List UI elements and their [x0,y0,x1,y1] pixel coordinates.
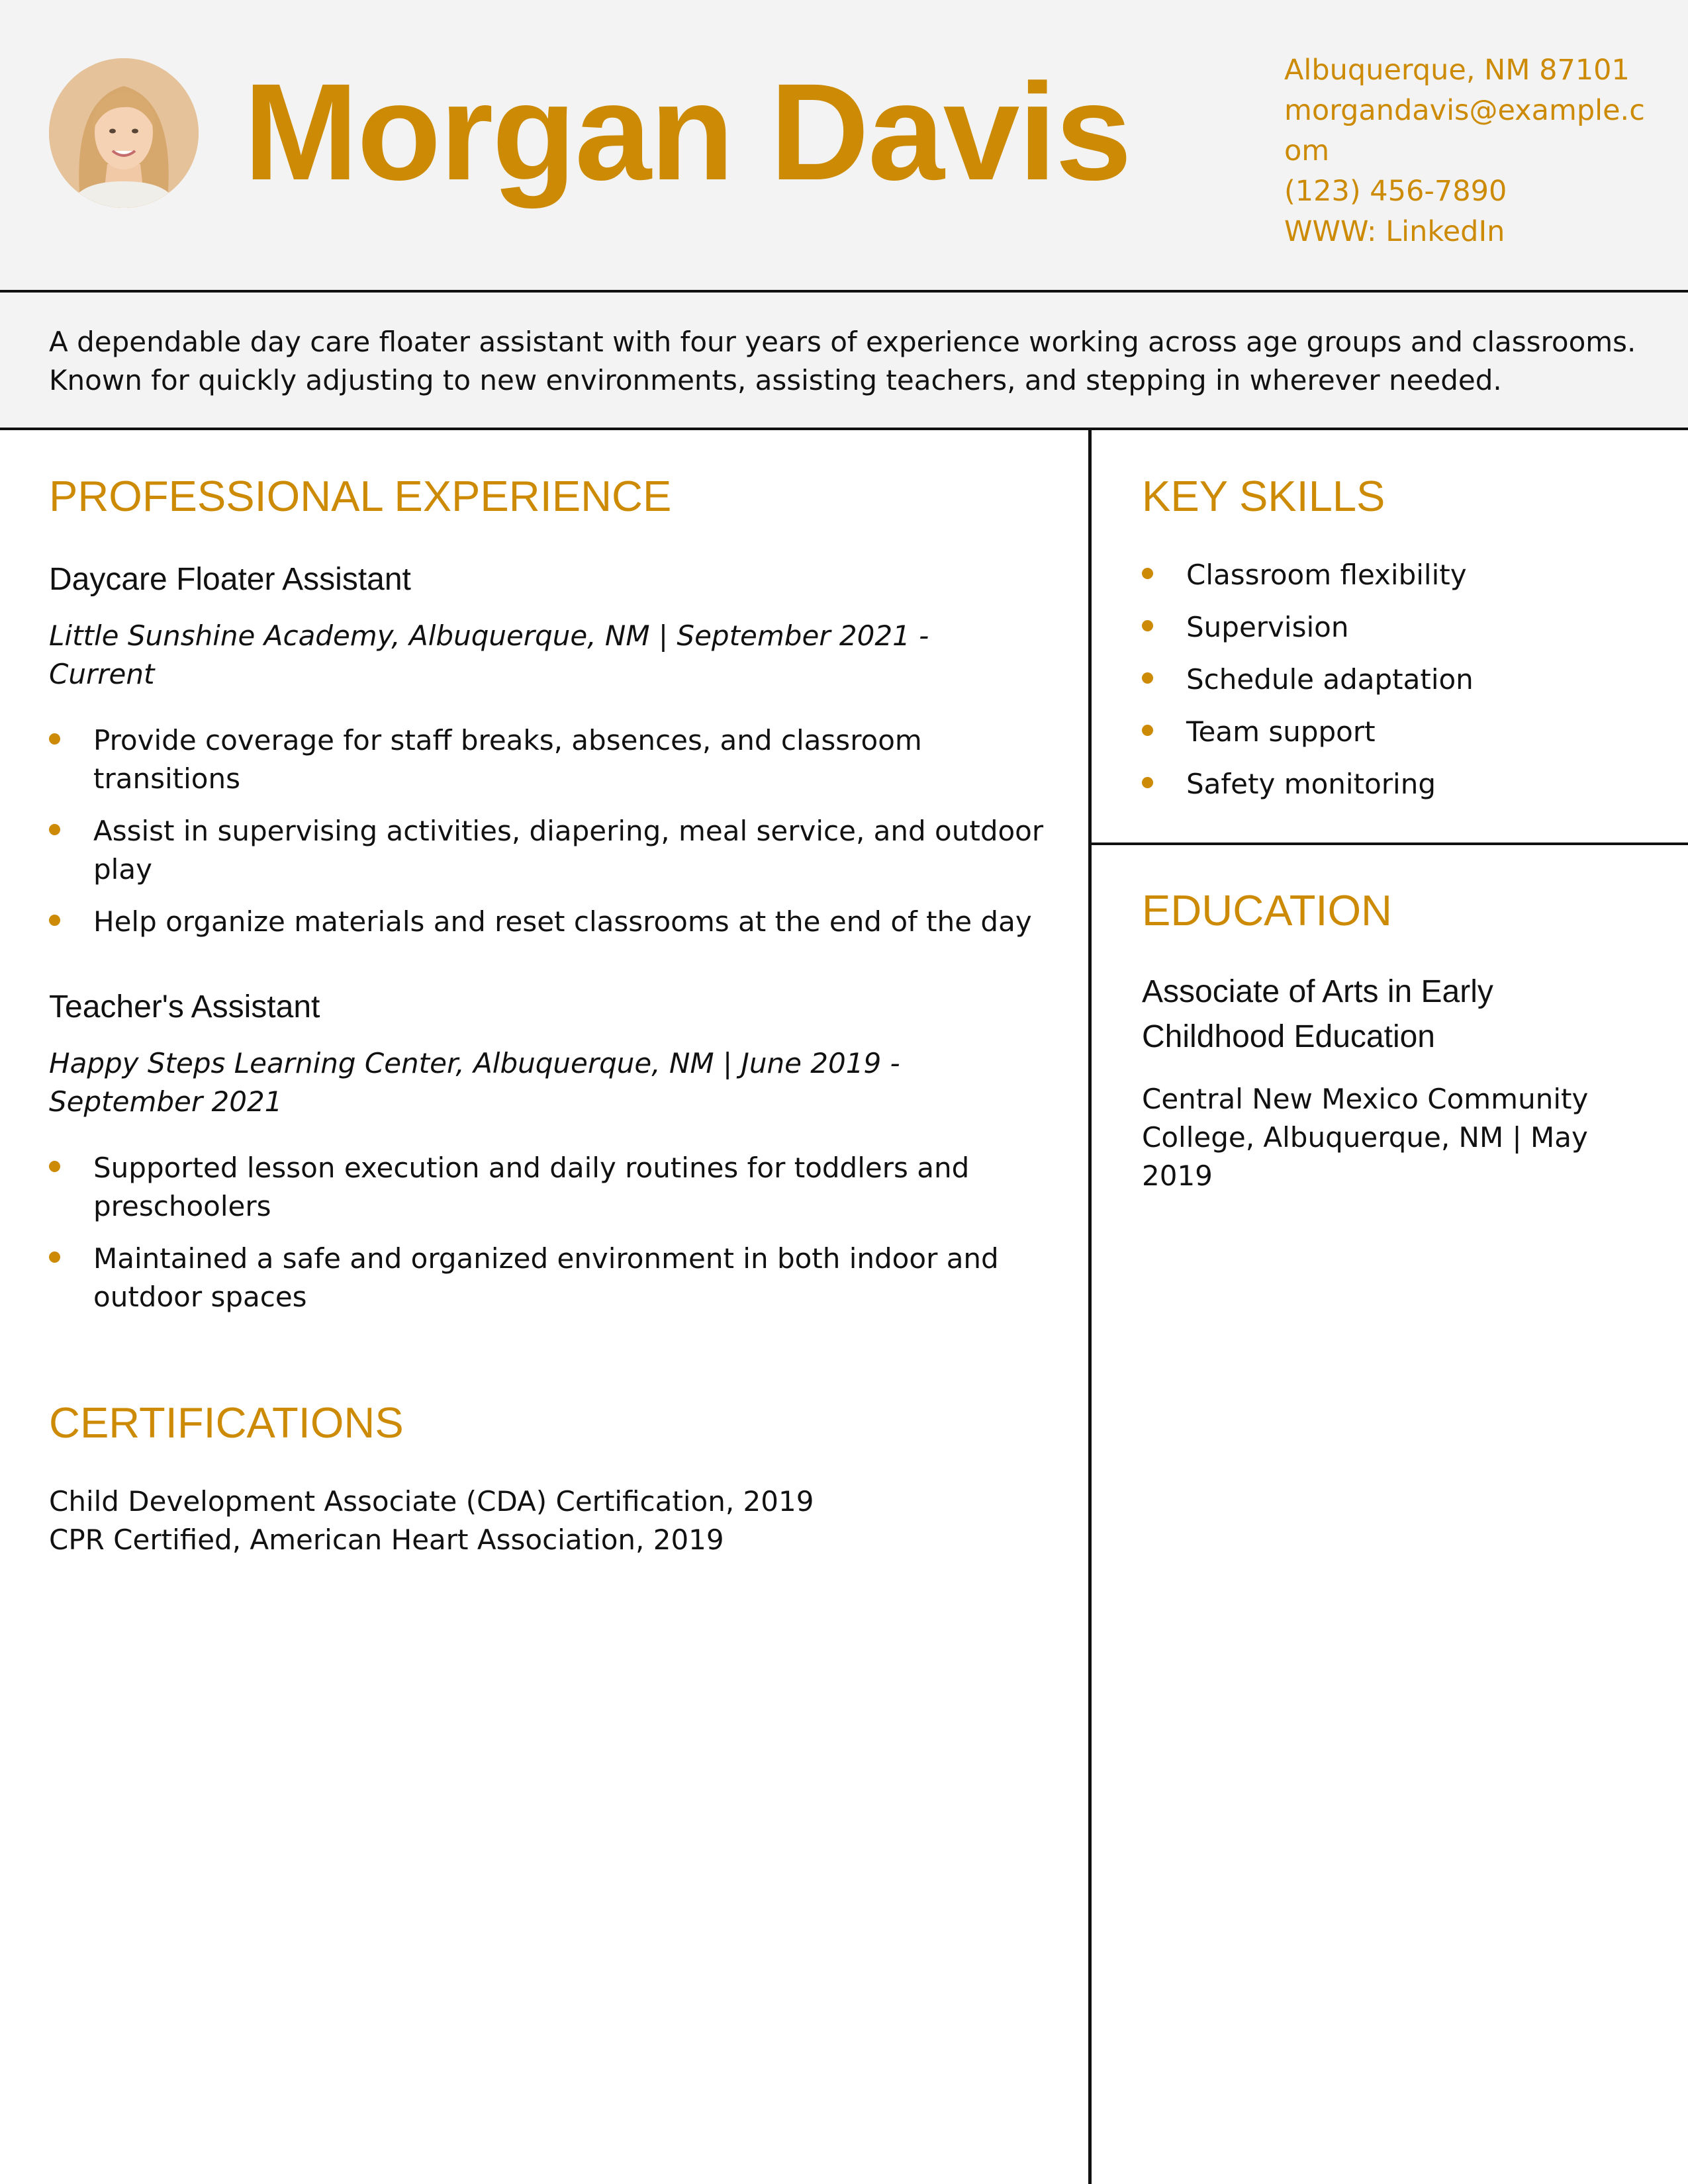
certification-item: Child Development Associate (CDA) Certification, 2019 [49,1485,814,1518]
job-title: Teacher's Assistant [49,989,320,1024]
bullet-icon [49,824,60,835]
professional-summary: A dependable day care floater assistant with four years of experience working across age groups and classrooms. Known for quickly adjusting to new environments, assisting teachers, and stepping in wherever needed. [0,293,1688,430]
job-bullets [49,721,1055,955]
bullet-icon [1142,672,1153,684]
list-item: Provide coverage for staff breaks, absences, and classroom transitions [49,721,1055,798]
list-item: Assist in supervising activities, diapering, meal service, and outdoor play [49,812,1055,889]
section-divider [1088,842,1688,845]
bullet-icon [49,915,60,926]
certification-item: CPR Certified, American Heart Association, 2019 [49,1524,724,1556]
avatar-icon [49,58,199,208]
contact-phone: (123) 456-7890 [1284,175,1507,208]
list-item: Supported lesson execution and daily routines for toddlers and preschoolers [49,1149,1042,1226]
job-meta: Little Sunshine Academy, Albuquerque, NM | September 2021 - Current [49,619,929,690]
candidate-name: Morgan Davis [244,56,1131,209]
bullet-icon [1142,568,1153,579]
contact-location: Albuquerque, NM 87101 [1284,54,1630,87]
education-degree: Associate of Arts in Early Childhood Education [1142,974,1493,1054]
job-title: Daycare Floater Assistant [49,562,411,597]
education-heading: EDUCATION [1142,886,1392,934]
bullet-icon [1142,620,1153,631]
bullet-icon [49,1251,60,1263]
list-item: Supervision [1142,608,1658,647]
contact-email-line2[interactable]: om [1284,134,1330,167]
bullet-icon [1142,777,1153,788]
certifications-heading: CERTIFICATIONS [49,1398,404,1447]
job-meta: Happy Steps Learning Center, Albuquerque, NM | June 2019 - September 2021 [49,1047,900,1118]
bullet-icon [49,1161,60,1172]
list-item: Classroom flexibility [1142,556,1658,594]
column-divider [1088,430,1092,2184]
list-item: Maintained a safe and organized environment in both indoor and outdoor spaces [49,1240,1042,1316]
list-item: Safety monitoring [1142,765,1658,803]
bullet-icon [49,733,60,745]
education-school: Central New Mexico Community College, Albuquerque, NM | May 2019 [1142,1083,1589,1192]
contact-info [1284,50,1662,252]
experience-heading: PROFESSIONAL EXPERIENCE [49,472,672,520]
contact-email-line1[interactable]: morgandavis@example.c [1284,94,1645,127]
resume-header [0,0,1688,293]
profile-photo [49,58,199,208]
skills-list [1142,556,1658,817]
skills-heading: KEY SKILLS [1142,472,1385,520]
list-item: Team support [1142,713,1658,751]
contact-website-link[interactable]: WWW: LinkedIn [1284,215,1505,248]
job-bullets [49,1149,1042,1330]
bullet-icon [1142,725,1153,736]
list-item: Help organize materials and reset classrooms at the end of the day [49,903,1055,941]
list-item: Schedule adaptation [1142,660,1658,699]
